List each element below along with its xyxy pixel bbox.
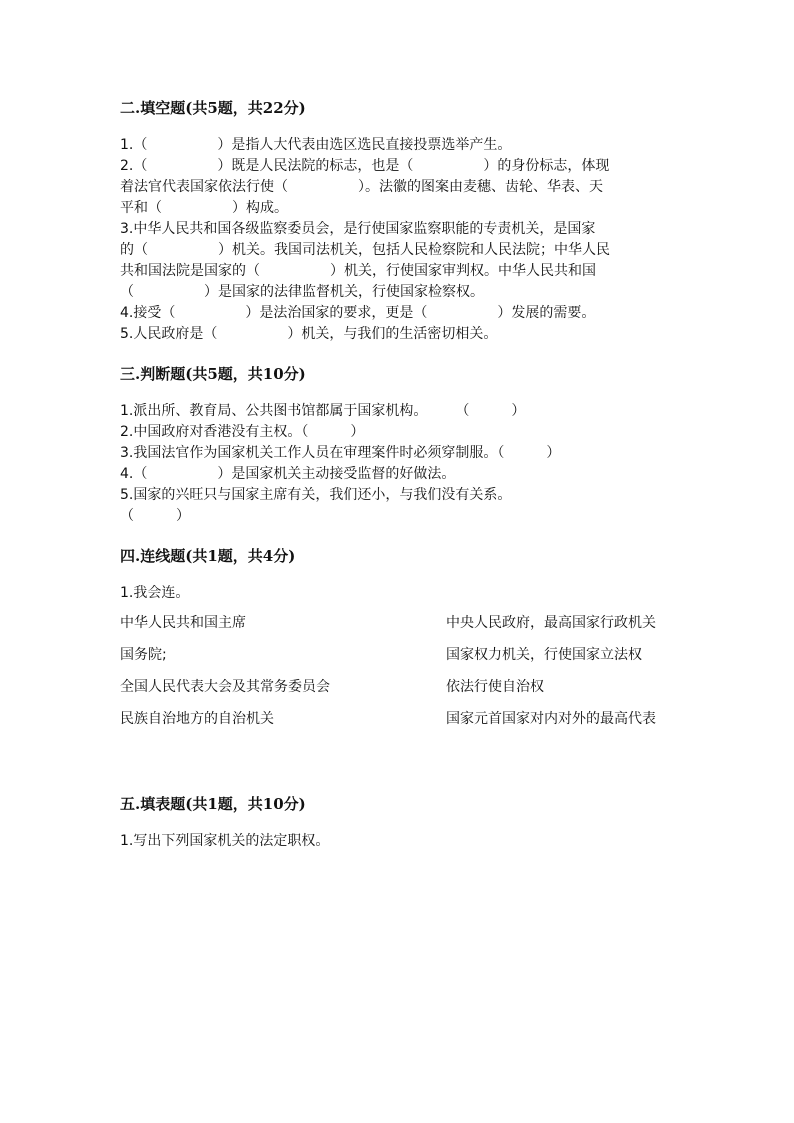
fill-line: 4.接受（ ）是法治国家的要求，更是（ ）发展的需要。: [120, 305, 596, 321]
table-prompt: 1.写出下列国家机关的法定职权。: [120, 833, 330, 849]
match-right-item: 依法行使自治权: [446, 679, 544, 695]
match-left-item: 全国人民代表大会及其常务委员会: [120, 679, 330, 695]
fill-line: 共和国法院是国家的（ ）机关，行使国家审判权。中华人民共和国: [120, 263, 596, 279]
judge-line: （ ）: [120, 508, 190, 524]
judge-line: 1.派出所、教育局、公共图书馆都属于国家机构。 （ ）: [120, 403, 526, 419]
judge-line: 3.我国法官作为国家机关工作人员在审理案件时必须穿制服。（ ）: [120, 445, 561, 461]
judge-line: 5.国家的兴旺只与国家主席有关，我们还小，与我们没有关系。: [120, 487, 512, 503]
fill-line: 2.（ ）既是人民法院的标志，也是（ ）的身份标志，体现: [120, 158, 610, 174]
match-right-item: 中央人民政府，最高国家行政机关: [446, 615, 656, 631]
fill-line: 3.中华人民共和国各级监察委员会，是行使国家监察职能的专责机关，是国家: [120, 221, 596, 237]
match-right-item: 国家权力机关，行使国家立法权: [446, 647, 642, 663]
match-left-item: 民族自治地方的自治机关: [120, 711, 274, 727]
fill-line: 的（ ）机关。我国司法机关，包括人民检察院和人民法院；中华人民: [120, 242, 610, 258]
judge-heading: 三.判断题(共5题，共10分): [120, 365, 306, 383]
judge-line: 4.（ ）是国家机关主动接受监督的好做法。: [120, 466, 456, 482]
match-right-item: 国家元首国家对内对外的最高代表: [446, 711, 656, 727]
fill-line: 平和（ ）构成。: [120, 200, 288, 216]
fill-line: 着法官代表国家依法行使（ ）。法徽的图案由麦穗、齿轮、华表、天: [120, 179, 603, 195]
fill-line: 5.人民政府是（ ）机关，与我们的生活密切相关。: [120, 326, 498, 342]
fill-line: （ ）是国家的法律监督机关，行使国家检察权。: [120, 284, 484, 300]
match-heading: 四.连线题(共1题，共4分): [120, 547, 296, 565]
table-heading: 五.填表题(共1题，共10分): [120, 795, 306, 813]
match-prompt: 1.我会连。: [120, 585, 190, 601]
judge-line: 2.中国政府对香港没有主权。（ ）: [120, 424, 365, 440]
match-left-item: 国务院;: [120, 647, 167, 663]
fill-line: 1.（ ）是指人大代表由选区选民直接投票选举产生。: [120, 137, 512, 153]
match-left-item: 中华人民共和国主席: [120, 615, 246, 631]
fill-heading: 二.填空题(共5题，共22分): [120, 99, 306, 117]
